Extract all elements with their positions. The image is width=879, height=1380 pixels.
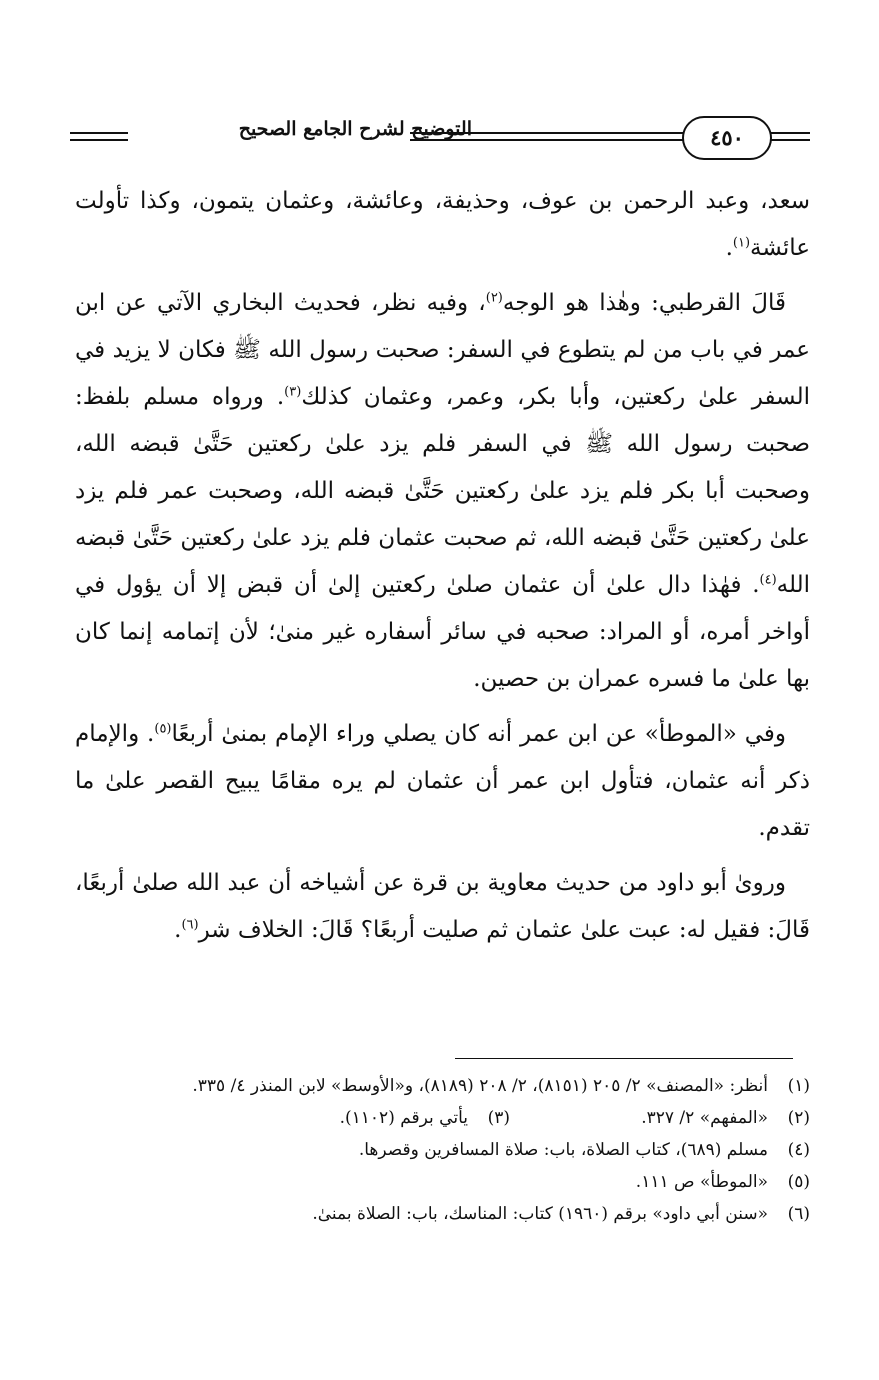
- paragraph: [75, 280, 810, 703]
- main-text: [75, 178, 810, 962]
- paragraph: [75, 178, 810, 272]
- footnote-number: (٤): [787, 1140, 810, 1160]
- text-run: . والإمام ذكر أنه عثمان، فتأول ابن عمر أن عثمان لم يره مقامًا يبيح القصر علىٰ ما تقدم.: [75, 721, 810, 841]
- footnote-number: (١): [787, 1076, 810, 1096]
- footnote-text: «سنن أبي داود» برقم (١٩٦٠) كتاب: المناسك، باب: الصلاة بمنىٰ.: [312, 1204, 768, 1224]
- text-run: قَالَ القرطبي: وهٰذا هو الوجه: [502, 290, 787, 316]
- running-title: التوضيح لشرح الجامع الصحيح: [238, 118, 472, 140]
- text-run: وروىٰ أبو داود من حديث معاوية بن قرة عن أشياخه أن عبد الله صلىٰ أربعًا، قَالَ: فقيل له: عبت علىٰ عثمان ثم صليت أربعًا؟ قَالَ: الخلاف شر: [75, 870, 810, 943]
- text-run: سعد، وعبد الرحمن بن عوف، وحذيفة، وعائشة، وعثمان يتمون، وكذا تأولت عائشة: [75, 188, 810, 261]
- footnote-text: يأتي برقم (١١٠٢).: [339, 1108, 468, 1128]
- text-run: . ورواه مسلم بلفظ: صحبت رسول الله ﷺ في السفر فلم يزد علىٰ ركعتين حَتَّىٰ قبضه الله، وصحبت أبا بكر فلم يزد علىٰ ركعتين حَتَّىٰ قبضه الله، وصحبت عمر فلم يزد علىٰ ركعتين حَتَّىٰ قبضه الله، ثم صحبت عثمان فلم يزد علىٰ ركعتين حَتَّىٰ قبضه الله: [75, 384, 810, 598]
- text-run: .: [725, 235, 733, 261]
- footnote: [75, 1070, 810, 1102]
- header-rule: [410, 132, 685, 134]
- header-rule: [70, 132, 128, 134]
- footnote-ref: (٢): [485, 290, 503, 306]
- text-run: . فهٰذا دال علىٰ أن عثمان صلىٰ ركعتين إلىٰ أن قبض إلا أن يؤول في أواخر أمره، أو المراد: صحبه في سائر أسفاره غير منىٰ؛ لأن إتمامه إنما كان بها علىٰ ما فسره عمران بن حصين.: [75, 572, 810, 692]
- footnotes: [75, 1070, 810, 1230]
- footnote-number: (٣): [487, 1108, 510, 1128]
- header-rule: [70, 139, 128, 141]
- footnote-ref: (٦): [181, 917, 199, 933]
- footnote-ref: (٥): [154, 721, 172, 737]
- footnote-text: مسلم (٦٨٩)، كتاب الصلاة، باب: صلاة المسافرين وقصرها.: [358, 1140, 768, 1160]
- header-rule: [410, 139, 685, 141]
- footnote: [75, 1134, 810, 1166]
- footnote-separator: [455, 1058, 793, 1059]
- footnote-ref: (١): [732, 235, 751, 251]
- text-run: وفي «الموطأ» عن ابن عمر أنه كان يصلي وراء الإمام بمنىٰ أربعًا: [171, 721, 786, 747]
- header-rule: [770, 139, 810, 141]
- footnote-number: (٦): [787, 1204, 810, 1224]
- footnote: [75, 1166, 810, 1198]
- page-number: ٤٥٠: [682, 116, 772, 160]
- footnote: [510, 1102, 810, 1134]
- footnote-text: أنظر: «المصنف» ٢/ ٢٠٥ (٨١٥١)، ٢/ ٢٠٨ (٨١٨٩)، و«الأوسط» لابن المنذر ٤/ ٣٣٥.: [192, 1076, 768, 1096]
- header-rule: [770, 132, 810, 134]
- footnote-number: (٢): [787, 1108, 810, 1128]
- footnote-text: «المفهم» ٢/ ٣٢٧.: [641, 1108, 768, 1128]
- footnote-ref: (٣): [284, 384, 302, 400]
- paragraph: [75, 860, 810, 954]
- footnote: [75, 1198, 810, 1230]
- footnote: [340, 1102, 510, 1134]
- footnote-pair: [75, 1102, 810, 1134]
- text-run: .: [174, 917, 182, 943]
- paragraph: [75, 711, 810, 852]
- footnote-number: (٥): [787, 1172, 810, 1192]
- footnote-ref: (٤): [759, 572, 777, 588]
- footnote-text: «الموطأ» ص ١١١.: [635, 1172, 768, 1192]
- page-header: [70, 112, 810, 168]
- text-run: ، وفيه نظر، فحديث البخاري الآتي عن ابن عمر في باب من لم يتطوع في السفر: صحبت رسول الله ﷺ فكان لا يزيد في السفر علىٰ ركعتين، وأبا بكر، وعمر، وعثمان كذلك: [75, 290, 811, 410]
